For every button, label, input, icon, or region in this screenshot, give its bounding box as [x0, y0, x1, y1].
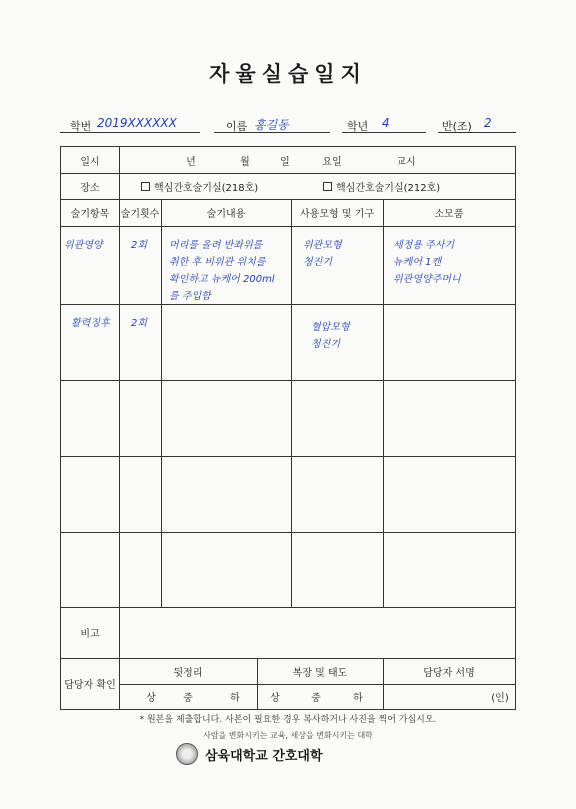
row1-count: 2회 — [131, 240, 148, 251]
name-underline — [214, 132, 330, 133]
date-label: 일시 — [80, 156, 100, 168]
row2-model: 혈압모형 청진기 — [311, 322, 350, 350]
row1-model: 위관모형 청진기 — [303, 240, 342, 268]
footer-note: * 원본을 제출합니다. 사본이 필요한 경우 복사하거나 사진을 찍어 가십시오. — [139, 715, 437, 725]
school-name: 삼육대학교 간호대학 — [205, 749, 323, 764]
footer-slogan: 사람을 변화시키는 교육, 세상을 변화시키는 대학 — [203, 731, 373, 740]
place-option-218: 핵심간호술기실(218호) — [141, 173, 281, 199]
cleanup-grade-mid: 중 — [183, 693, 193, 704]
cleanup-grade-low: 하 — [230, 693, 240, 704]
col-header-content: 술기내용 — [206, 209, 246, 220]
date-day-label: 일 — [280, 156, 290, 168]
page-title: 자율실습일지 — [209, 62, 367, 86]
attire-grade-mid: 중 — [311, 693, 321, 704]
row1-supplies: 세정용 주사기 뉴케어 1캔 위관영양주머니 — [393, 240, 461, 285]
place-label: 장소 — [80, 182, 100, 194]
class-label: 반(조) — [442, 120, 472, 133]
col-header-item: 술기항목 — [70, 209, 110, 220]
row1-content: 머리를 올려 반좌위를 취한 후 비위관 위치를 확인하고 뉴케어 200ml 를 주입함 — [169, 240, 275, 302]
cleanup-grade-high: 상 — [146, 693, 156, 704]
class-value: 2 — [484, 116, 492, 130]
col-header-supplies: 소모품 — [434, 209, 464, 220]
name-label: 이름 — [226, 120, 248, 133]
signature-seal: (인) — [491, 693, 509, 704]
university-seal-icon — [176, 743, 198, 765]
date-weekday-label: 요일 — [322, 156, 342, 168]
confirm-col-signature: 담당자 서명 — [423, 667, 475, 679]
student-id-value: 2019XXXXXX — [97, 116, 177, 130]
grade-value: 4 — [382, 116, 390, 130]
date-year-label: 년 — [186, 156, 196, 168]
date-month-label: 월 — [240, 156, 250, 168]
confirm-col-cleanup: 뒷정리 — [173, 667, 203, 679]
confirm-col-attire: 복장 및 태도 — [292, 667, 348, 679]
student-id-underline — [60, 132, 200, 133]
student-id-label: 학번 — [70, 120, 92, 133]
attire-grade-high: 상 — [270, 693, 280, 704]
attire-grade-low: 하 — [353, 693, 363, 704]
grade-underline — [342, 132, 426, 133]
remarks-label: 비고 — [80, 629, 100, 640]
date-period-label: 교시 — [396, 156, 416, 168]
grade-label: 학년 — [347, 120, 369, 133]
checkbox-218-icon — [141, 182, 150, 191]
name-value: 홍길동 — [254, 118, 289, 132]
checkbox-212-icon — [323, 182, 332, 191]
row2-item: 활력징후 — [71, 318, 110, 329]
place-option-212: 핵심간호술기실(212호) — [323, 173, 473, 199]
col-header-model: 사용모형 및 기구 — [300, 209, 374, 220]
confirm-label: 담당자 확인 — [64, 680, 116, 691]
class-underline — [438, 132, 516, 133]
row1-item: 위관영양 — [64, 240, 103, 251]
col-header-count: 술기횟수 — [120, 209, 160, 220]
practice-log-table — [60, 146, 516, 710]
row2-count: 2회 — [131, 318, 148, 329]
